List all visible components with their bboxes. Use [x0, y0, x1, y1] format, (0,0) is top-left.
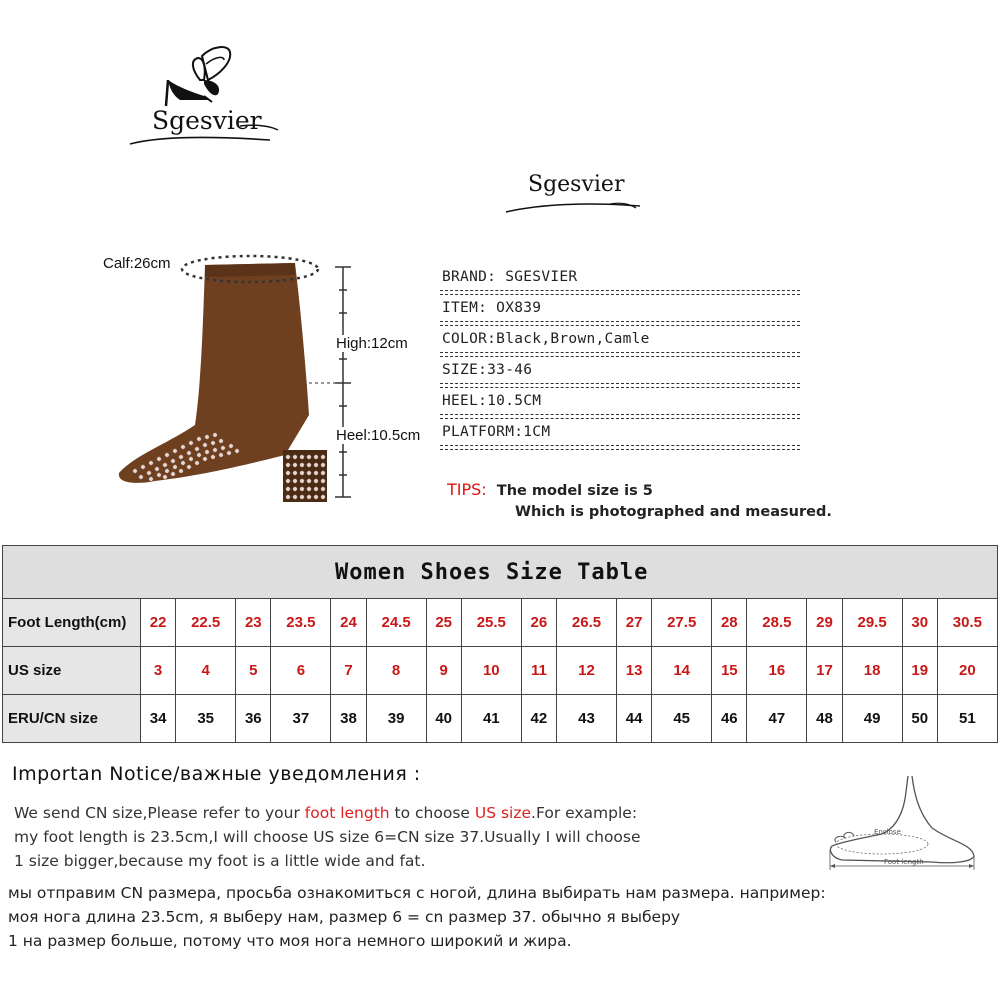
- notice-en-line-2: my foot length is 23.5cm,I will choose US size 6=CN size 37.Usually I will choose: [14, 828, 641, 846]
- eu-cn-size-cell: 38: [331, 695, 366, 743]
- notice-ru-line-2: моя нога длина 23.5cm, я выберу нам, размер 6 = cn размер 37. обычно я выберу: [8, 908, 681, 926]
- notice-ru-line-1: мы отправим CN размера, просьба ознакомиться с ногой, длина выбирать нам размера. например:: [8, 884, 826, 902]
- foot-length-cell: 23.5: [271, 599, 331, 647]
- us-size-cell: 13: [617, 647, 652, 695]
- spec-size: SIZE:33-46: [440, 358, 800, 389]
- tips-line-2: Which is photographed and measured.: [515, 504, 832, 520]
- us-size-cell: 18: [842, 647, 902, 695]
- eu-cn-size-cell: 36: [236, 695, 271, 743]
- us-size-cell: 5: [236, 647, 271, 695]
- foot-length-row: [3, 599, 998, 647]
- eu-cn-size-cell: 40: [426, 695, 461, 743]
- us-size-cell: 17: [807, 647, 842, 695]
- logo-text: Sgesvier: [152, 106, 262, 135]
- foot-length-cell: 25: [426, 599, 461, 647]
- foot-length-cell: 22: [141, 599, 176, 647]
- foot-length-cell: 24: [331, 599, 366, 647]
- spec-heel: HEEL:10.5CM: [440, 389, 800, 420]
- ankle-boot-image: [95, 245, 435, 520]
- tips-label: TIPS:: [447, 480, 487, 499]
- tips-note: [447, 480, 832, 520]
- size-table-title-row: [3, 546, 998, 599]
- foot-length-cell: 22.5: [176, 599, 236, 647]
- us-size-cell: 8: [366, 647, 426, 695]
- foot-length-cell: 28.5: [747, 599, 807, 647]
- eu-cn-size-cell: 50: [902, 695, 937, 743]
- eu-cn-size-cell: 49: [842, 695, 902, 743]
- eu-cn-size-cell: 45: [652, 695, 712, 743]
- eu-cn-size-cell: 43: [556, 695, 616, 743]
- spec-brand: BRAND: SGESVIER: [440, 265, 800, 296]
- eu-cn-size-cell: 41: [461, 695, 521, 743]
- foot-length-cell: 25.5: [461, 599, 521, 647]
- brand-logo-secondary: [500, 170, 650, 220]
- notice-en-line-1: We send CN size,Please refer to your foot length to choose US size.For example:: [14, 804, 638, 822]
- calf-measurement-label: Calf:26cm: [103, 255, 171, 272]
- us-size-cell: 11: [521, 647, 556, 695]
- foot-length-cell: 30.5: [937, 599, 997, 647]
- swoosh-icon: [500, 170, 650, 220]
- us-size-cell: 10: [461, 647, 521, 695]
- us-size-cell: 16: [747, 647, 807, 695]
- size-table: [2, 545, 998, 743]
- spec-color: COLOR:Black,Brown,Camle: [440, 327, 800, 358]
- us-size-cell: 9: [426, 647, 461, 695]
- eu-cn-size-cell: 34: [141, 695, 176, 743]
- us-size-cell: 20: [937, 647, 997, 695]
- foot-measure-diagram: [822, 772, 992, 872]
- foot-length-cell: 29.5: [842, 599, 902, 647]
- eu-cn-size-cell: 37: [271, 695, 331, 743]
- us-size-row: [3, 647, 998, 695]
- eu-cn-size-cell: 39: [366, 695, 426, 743]
- foot-length-cell: 30: [902, 599, 937, 647]
- foot-length-cell: 26.5: [556, 599, 616, 647]
- eu-cn-size-row: [3, 695, 998, 743]
- high-heel-butterfly-icon: [120, 40, 290, 160]
- us-size-cell: 6: [271, 647, 331, 695]
- foot-length-highlight: foot length: [304, 804, 390, 822]
- us-size-cell: 14: [652, 647, 712, 695]
- foot-length-cell: 28: [712, 599, 747, 647]
- us-size-cell: 3: [141, 647, 176, 695]
- us-size-cell: 12: [556, 647, 616, 695]
- foot-length-cell: 23: [236, 599, 271, 647]
- boot-measurement-figure: [95, 245, 435, 520]
- eu-cn-size-cell: 46: [712, 695, 747, 743]
- foot-length-cell: 26: [521, 599, 556, 647]
- eu-cn-size-cell: 48: [807, 695, 842, 743]
- spec-item: ITEM: OX839: [440, 296, 800, 327]
- foot-length-cell: 27.5: [652, 599, 712, 647]
- us-size-row-header: US size: [3, 647, 141, 695]
- foot-length-cell: 27: [617, 599, 652, 647]
- brand-logo: [120, 40, 290, 160]
- us-size-cell: 4: [176, 647, 236, 695]
- logo-text-secondary: Sgesvier: [528, 172, 625, 197]
- eu-cn-size-cell: 44: [617, 695, 652, 743]
- tips-line-1: The model size is 5: [496, 483, 653, 499]
- eu-cn-size-row-header: ERU/CN size: [3, 695, 141, 743]
- us-size-cell: 7: [331, 647, 366, 695]
- eu-cn-size-cell: 42: [521, 695, 556, 743]
- spec-platform: PLATFORM:1CM: [440, 420, 800, 451]
- foot-length-label: Foot length: [884, 858, 924, 866]
- foot-length-cell: 24.5: [366, 599, 426, 647]
- us-size-highlight: US size: [474, 804, 532, 822]
- product-specs: [440, 265, 800, 451]
- size-table-title: Women Shoes Size Table: [3, 546, 998, 599]
- eu-cn-size-cell: 47: [747, 695, 807, 743]
- notice-en-line-3: 1 size bigger,because my foot is a little wide and fat.: [14, 852, 426, 870]
- foot-length-cell: 29: [807, 599, 842, 647]
- us-size-cell: 19: [902, 647, 937, 695]
- eu-cn-size-cell: 51: [937, 695, 997, 743]
- shaft-height-label: High:12cm: [336, 335, 408, 352]
- notice-title: Importan Notice/важные уведомления :: [12, 763, 421, 785]
- enclose-label: Enclose: [874, 828, 901, 836]
- foot-icon: [822, 772, 992, 872]
- notice-ru-line-3: 1 на размер больше, потому что моя нога немного широкий и жира.: [8, 932, 572, 950]
- heel-height-label: Heel:10.5cm: [336, 427, 421, 444]
- eu-cn-size-cell: 35: [176, 695, 236, 743]
- us-size-cell: 15: [712, 647, 747, 695]
- foot-length-row-header: Foot Length(cm): [3, 599, 141, 647]
